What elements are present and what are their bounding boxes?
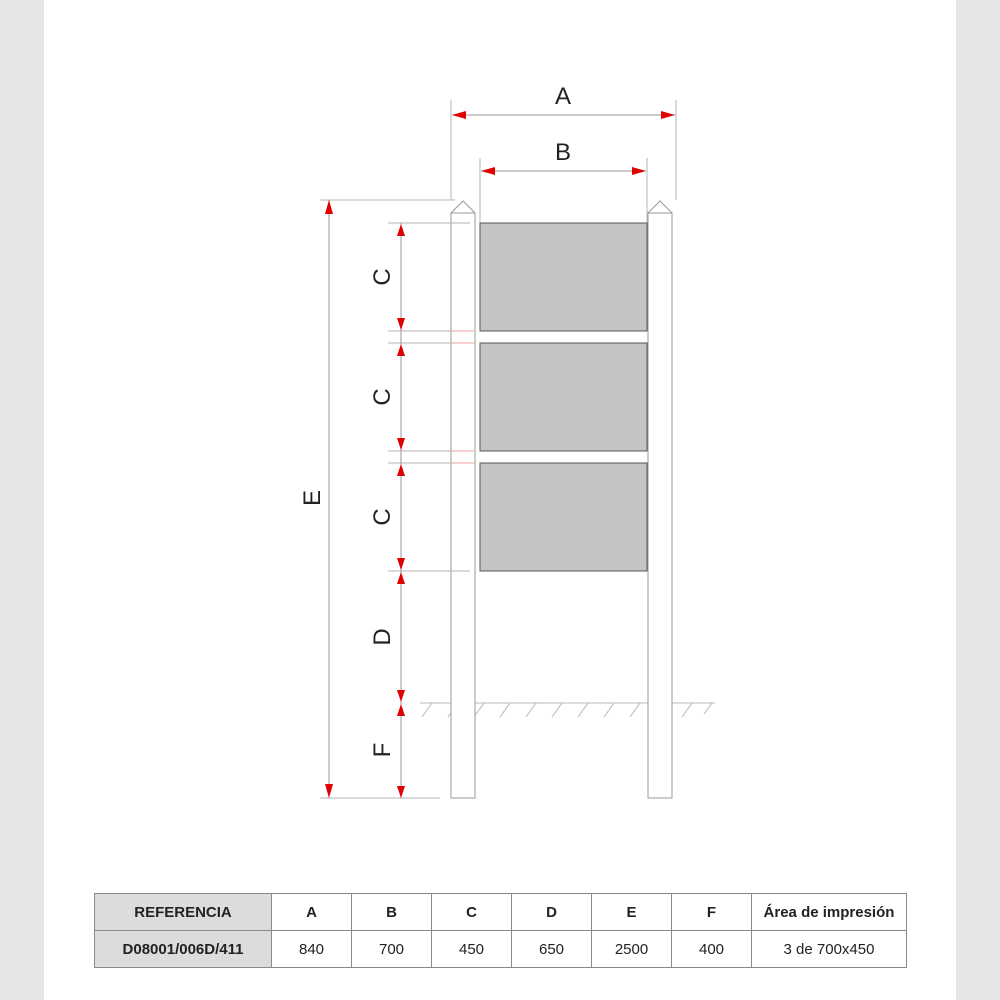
header-d: D: [512, 894, 592, 931]
left-post: [451, 201, 475, 798]
header-b: B: [352, 894, 432, 931]
table-row: [95, 931, 907, 968]
label-c-2: C: [369, 388, 396, 406]
header-c: C: [432, 894, 512, 931]
cell-e: 2500: [592, 931, 672, 968]
cell-f: 400: [672, 931, 752, 968]
panel-3: [480, 463, 647, 571]
label-c-3: C: [369, 508, 396, 526]
cell-area: 3 de 700x450: [752, 931, 907, 968]
label-c-1: C: [369, 268, 396, 286]
cell-a: 840: [272, 931, 352, 968]
cell-referencia: D08001/006D/411: [95, 931, 272, 968]
label-f: F: [369, 742, 396, 758]
cell-d: 650: [512, 931, 592, 968]
header-f: F: [672, 894, 752, 931]
label-e: E: [299, 489, 326, 507]
cell-b: 700: [352, 931, 432, 968]
header-a: A: [272, 894, 352, 931]
label-d: D: [369, 628, 396, 646]
spec-table: [94, 893, 907, 968]
table-header-row: [95, 894, 907, 931]
cell-c: 450: [432, 931, 512, 968]
header-e: E: [592, 894, 672, 931]
header-referencia: REFERENCIA: [95, 894, 272, 931]
label-b: B: [554, 139, 572, 166]
header-area: Área de impresión: [752, 894, 907, 931]
label-a: A: [554, 83, 572, 110]
dimension-lines: [329, 115, 675, 798]
panel-1: [480, 223, 647, 331]
dimension-arrows: [325, 111, 675, 798]
right-post: [648, 201, 672, 798]
panel-2: [480, 343, 647, 451]
